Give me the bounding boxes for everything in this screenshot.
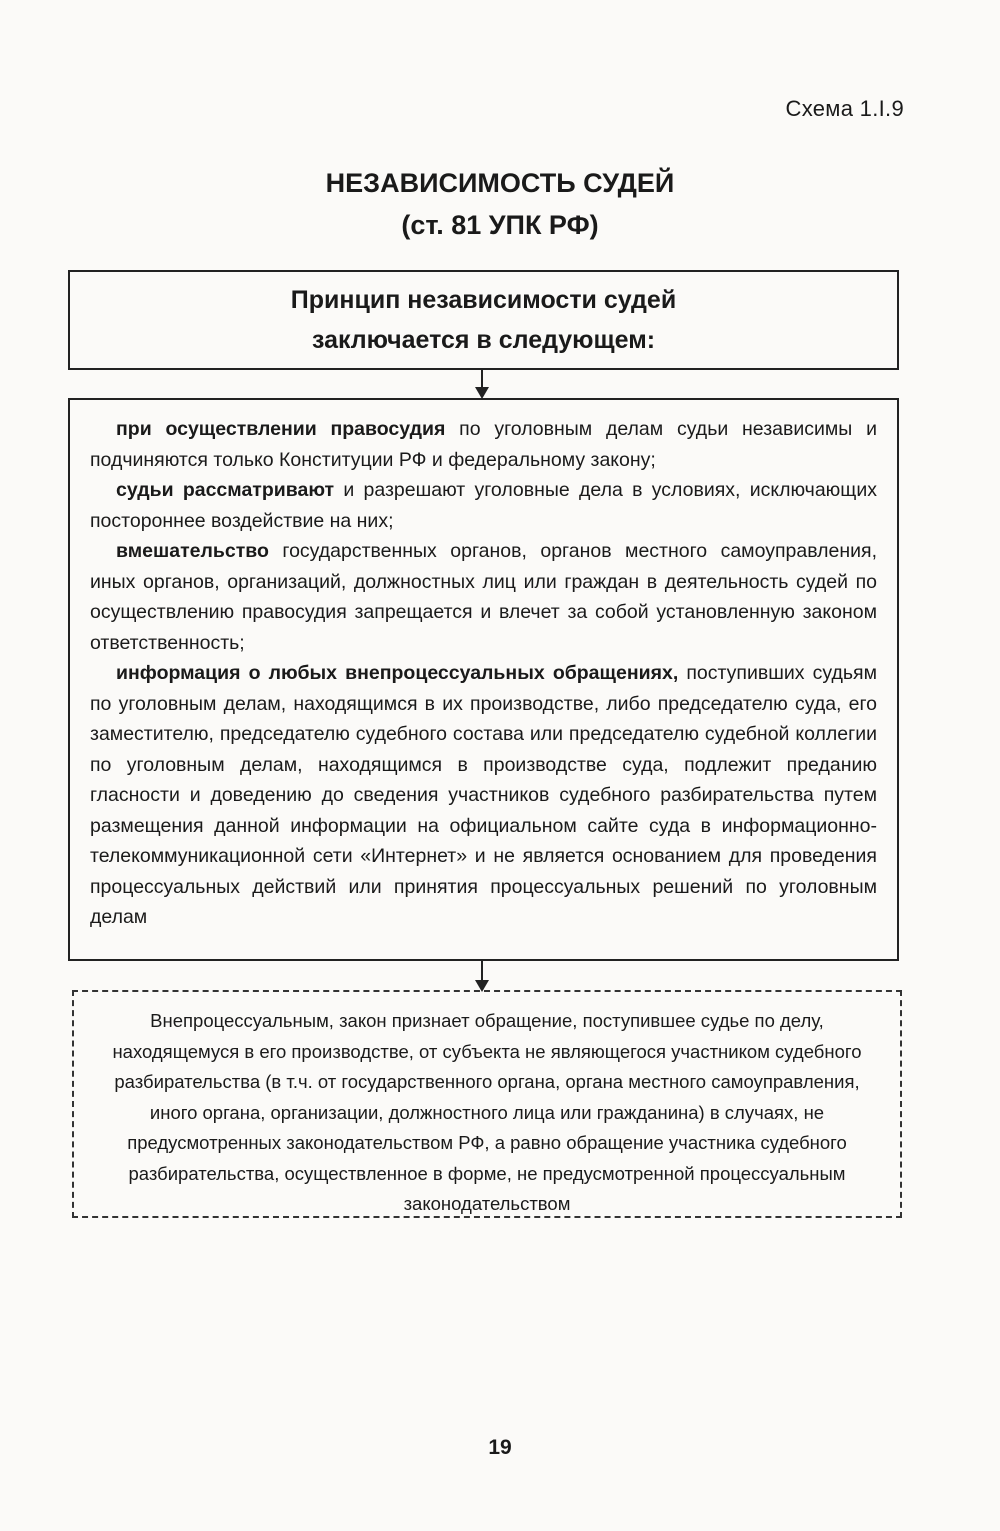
- principle-item-bold: информация о любых внепроцессуальных обращениях,: [116, 662, 679, 684]
- title-line-2: (ст. 81 УПК РФ): [401, 210, 599, 240]
- page-title: [0, 162, 1000, 246]
- principle-item-text: по уголовным делам судьи независимы и подчиняются только Конституции РФ и федеральному закону;: [90, 418, 877, 471]
- principle-item: [90, 658, 877, 933]
- principle-item-text: поступивших судьям по уголовным делам, находящимся в их производстве, либо председателю суда, его заместителю, председателю судебного состава или председателю судебной коллегии по уголовным делам, находящимся в производстве суда, подлежит преданию гласности и доведению до сведения участников судебного разбирательства путем размещения данной информации на официальном сайте суда в информационно-телекоммуникационной сети «Интернет» и не является основанием для проведения процессуальных действий или принятия процессуальных решений по уголовным делам: [90, 662, 877, 928]
- arrow-down-icon: [472, 370, 492, 400]
- title-line-1: НЕЗАВИСИМОСТЬ СУДЕЙ: [325, 168, 675, 198]
- definition-note-text: Внепроцессуальным, закон признает обращение, поступившее судье по делу, находящемуся в его производстве, от субъекта не являющегося участником судебного разбирательства (в т.ч. от государственного органа, органа местного самоуправления, иного органа, организации, должностного лица или гражданина) в случаях, не предусмотренных законодательством РФ, а равно обращение участника судебного разбирательства, осуществленное в форме, не предусмотренной процессуальным законодательством: [112, 1010, 862, 1214]
- principle-line-2: заключается в следующем:: [311, 326, 656, 354]
- principle-item-text: государственных органов, органов местного самоуправления, иных органов, организаций, должностных лиц или граждан в деятельность судей по осуществлению правосудия запрещается и влечет за собой установленную законом ответственность;: [90, 540, 877, 654]
- principle-item: [90, 536, 877, 658]
- definition-note-box: [72, 990, 902, 1218]
- principles-list-box: [68, 398, 899, 961]
- principle-item-text: и разрешают уголовные дела в условиях, исключающих постороннее воздействие на них;: [90, 479, 877, 532]
- page-number: 19: [488, 1436, 512, 1459]
- scheme-label: Схема 1.I.9: [785, 96, 904, 121]
- principle-box: [68, 270, 899, 370]
- principle-item-bold: вмешательство: [116, 540, 269, 562]
- principle-line-1: Принцип независимости судей: [290, 286, 677, 314]
- principle-item: [90, 414, 877, 475]
- arrow-down-icon: [472, 961, 492, 993]
- principle-item-bold: при осуществлении правосудия: [116, 418, 446, 440]
- principle-item-bold: судьи рассматривают: [116, 479, 335, 501]
- principle-item: [90, 475, 877, 536]
